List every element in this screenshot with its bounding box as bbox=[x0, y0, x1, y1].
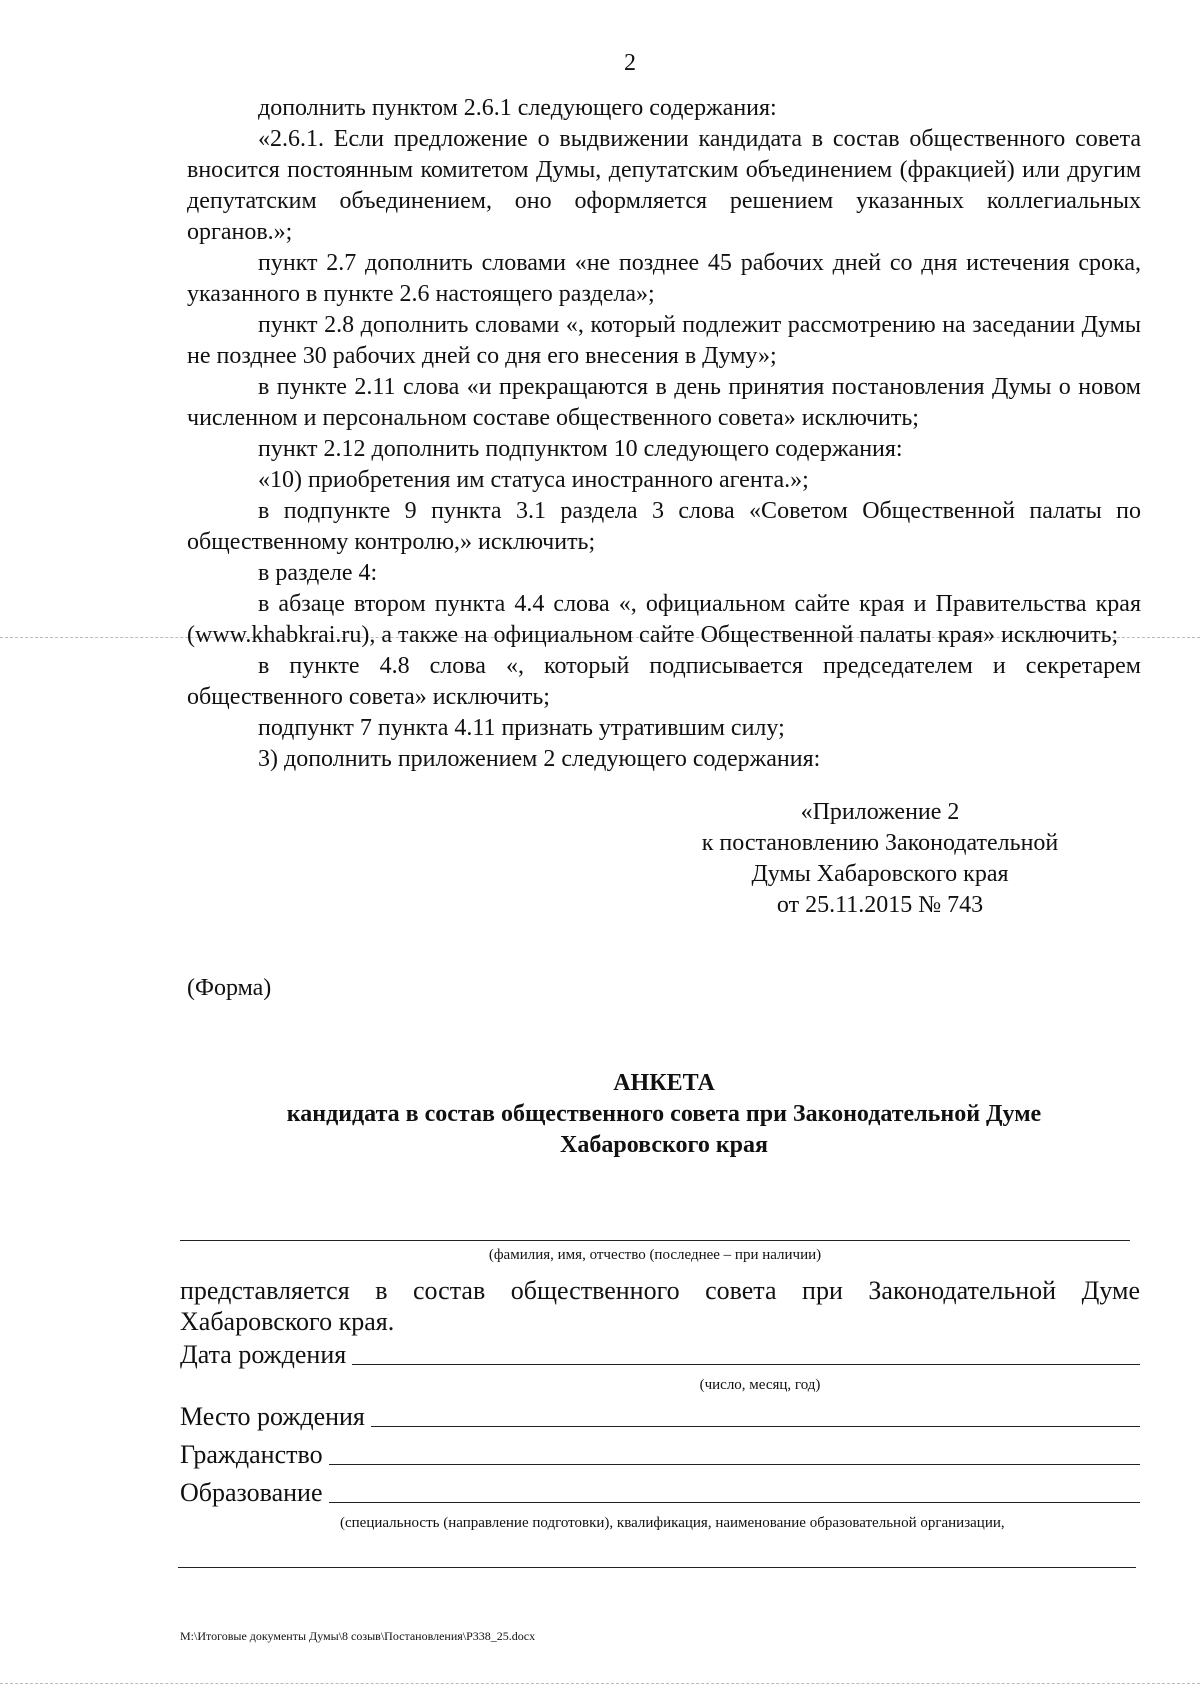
birth-date-row bbox=[180, 1340, 1140, 1370]
paragraph: подпункт 7 пункта 4.11 признать утратившим силу; bbox=[258, 715, 785, 741]
paragraph: пункт 2.8 дополнить словами «, который подлежит рассмотрению на заседании Думы не позднее 30 рабочих дней со дня его внесения в Думу»; bbox=[187, 312, 1141, 369]
title-line: АНКЕТА bbox=[613, 1070, 715, 1096]
paragraph: «2.6.1. Если предложение о выдвижении кандидата в состав общественного совета вносится постоянным комитетом Думы, депутатским объединением (фракцией) или другим депутатским объединением, оно оформляется решением указанных коллегиальных органов.»; bbox=[187, 126, 1141, 245]
full-name-hint: (фамилия, имя, отчество (последнее – при наличии) bbox=[488, 1247, 822, 1263]
appendix-line: от 25.11.2015 № 743 bbox=[776, 892, 984, 918]
education-label: Образование bbox=[180, 1478, 323, 1507]
appendix-line: к постановлению Законодательной bbox=[701, 830, 1059, 856]
appendix-line: Думы Хабаровского края bbox=[751, 861, 1009, 887]
education-row bbox=[180, 1478, 1140, 1508]
citizenship-row bbox=[180, 1440, 1140, 1470]
birth-date-label: Дата рождения bbox=[180, 1340, 347, 1369]
citizenship-label: Гражданство bbox=[180, 1440, 323, 1469]
birth-place-row bbox=[180, 1402, 1140, 1432]
appendix-header bbox=[660, 797, 1100, 921]
scan-artifact-line bbox=[0, 1683, 1200, 1684]
education-continuation-field[interactable] bbox=[178, 1567, 1136, 1568]
citizenship-field[interactable] bbox=[329, 1440, 1140, 1465]
form-title bbox=[187, 1068, 1141, 1161]
paragraph: дополнить пунктом 2.6.1 следующего содержания: bbox=[258, 95, 777, 121]
birth-place-field[interactable] bbox=[371, 1402, 1140, 1427]
education-field[interactable] bbox=[329, 1478, 1140, 1503]
represent-text: представляется в состав общественного совета при Законодательной Думе Хабаровского края. bbox=[180, 1276, 1140, 1336]
paragraph: 3) дополнить приложением 2 следующего содержания: bbox=[258, 746, 821, 772]
paragraph: в абзаце втором пункта 4.4 слова «, официальном сайте края и Правительства края (www.khabkrai.ru), а также на официальном сайте Общественной палаты края» исключить; bbox=[187, 591, 1141, 648]
form-label: (Форма) bbox=[187, 975, 272, 1001]
paragraph: в разделе 4: bbox=[258, 560, 378, 586]
amendments-text bbox=[187, 93, 1141, 775]
footer-file-path: M:\Итоговые документы Думы\8 созыв\Постановления\P338_25.docx bbox=[180, 1629, 536, 1643]
education-hint: (специальность (направление подготовки), квалификация, наименование образовательной организации, bbox=[340, 1515, 1005, 1531]
birth-date-hint: (число, месяц, год) bbox=[699, 1377, 821, 1393]
birth-place-label: Место рождения bbox=[180, 1402, 365, 1431]
birth-date-field[interactable] bbox=[352, 1340, 1140, 1365]
paragraph: в подпункте 9 пункта 3.1 раздела 3 слова «Советом Общественной палаты по общественному контролю,» исключить; bbox=[187, 498, 1141, 555]
appendix-line: «Приложение 2 bbox=[800, 799, 960, 825]
paragraph: пункт 2.7 дополнить словами «не позднее 45 рабочих дней со дня истечения срока, указанного в пункте 2.6 настоящего раздела»; bbox=[187, 250, 1141, 307]
title-line: кандидата в состав общественного совета при Законодательной Думе bbox=[286, 1101, 1042, 1127]
paragraph: пункт 2.12 дополнить подпунктом 10 следующего содержания: bbox=[258, 436, 903, 462]
page-number: 2 bbox=[624, 50, 636, 76]
title-line: Хабаровского края bbox=[560, 1132, 768, 1158]
paragraph: в пункте 4.8 слова «, который подписывается председателем и секретарем общественного совета» исключить; bbox=[187, 653, 1141, 710]
paragraph: в пункте 2.11 слова «и прекращаются в день принятия постановления Думы о новом численном и персональном составе общественного совета» исключить; bbox=[187, 374, 1141, 431]
paragraph: «10) приобретения им статуса иностранного агента.»; bbox=[258, 467, 809, 493]
full-name-field[interactable] bbox=[180, 1240, 1130, 1241]
